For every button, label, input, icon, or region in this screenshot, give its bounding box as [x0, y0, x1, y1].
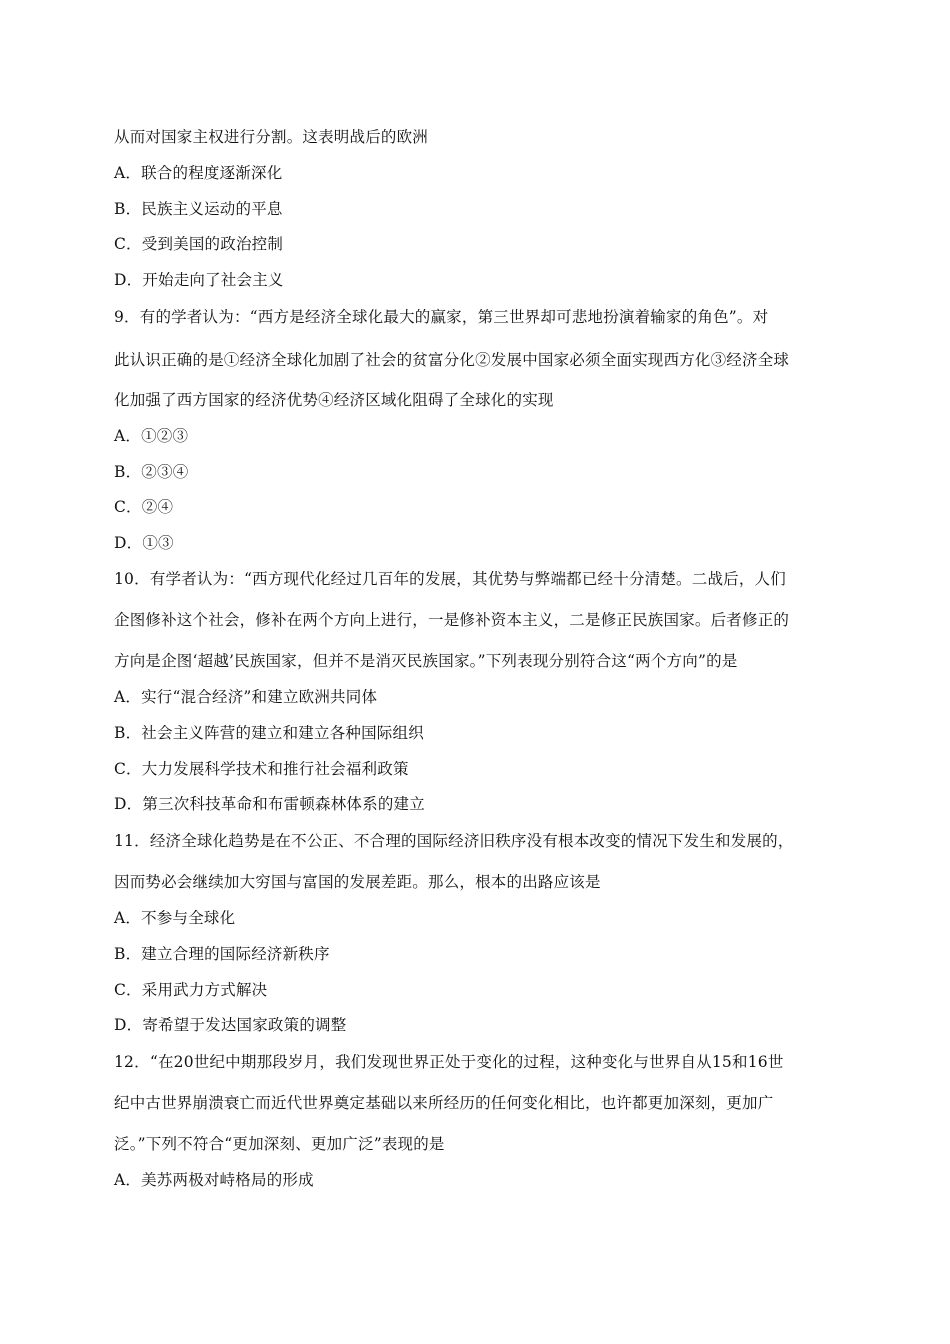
question-9-stem-line-1: 9．有的学者认为：“西方是经济全球化最大的赢家，第三世界却可悲地扮演着输家的角色”。对 — [114, 308, 769, 326]
question-10-option-d: D．第三次科技革命和布雷顿森林体系的建立 — [114, 795, 425, 813]
question-10-stem-line-3: 方向是企图‘超越’民族国家，但并不是消灭民族国家。”下列表现分别符合这“两个方向”的是 — [114, 652, 738, 670]
question-12-stem-line-1: 12．“在20世纪中期那段岁月，我们发现世界正处于变化的过程，这种变化与世界自从15和16世 — [114, 1053, 784, 1071]
question-11-option-d: D．寄希望于发达国家政策的调整 — [114, 1016, 347, 1034]
question-8-option-d: D．开始走向了社会主义 — [114, 271, 284, 289]
question-10-option-c: C．大力发展科学技术和推行社会福利政策 — [114, 760, 409, 778]
question-8-option-b: B．民族主义运动的平息 — [114, 200, 283, 218]
question-10-stem-line-1: 10．有学者认为：“西方现代化经过几百年的发展，其优势与弊端都已经十分清楚。二战后，人们 — [114, 570, 786, 588]
question-8-option-a: A．联合的程度逐渐深化 — [114, 164, 283, 182]
question-9-stem-line-2: 此认识正确的是①经济全球化加剧了社会的贫富分化②发展中国家必须全面实现西方化③经济全球 — [114, 351, 790, 369]
question-11-option-a: A．不参与全球化 — [114, 909, 236, 927]
question-8-option-c: C．受到美国的政治控制 — [114, 235, 284, 253]
question-10-stem-line-2: 企图修补这个社会，修补在两个方向上进行，一是修补资本主义，二是修正民族国家。后者修正的 — [114, 611, 790, 629]
question-11-stem-line-2: 因而势必会继续加大穷国与富国的发展差距。那么，根本的出路应该是 — [114, 873, 601, 891]
question-12-stem-line-3: 泛。”下列不符合“更加深刻、更加广泛”表现的是 — [114, 1135, 445, 1153]
question-12-stem-line-2: 纪中古世界崩溃衰亡而近代世界奠定基础以来所经历的任何变化相比，也许都更加深刻，更加广 — [114, 1094, 774, 1112]
question-9-option-a: A．①②③ — [114, 427, 189, 445]
question-10-option-a: A．实行“混合经济”和建立欧洲共同体 — [114, 688, 378, 706]
question-10-option-b: B．社会主义阵营的建立和建立各种国际组织 — [114, 724, 424, 742]
question-9-option-c: C．②④ — [114, 498, 174, 516]
question-8-stem-continuation: 从而对国家主权进行分割。这表明战后的欧洲 — [114, 128, 429, 146]
question-9-stem-line-3: 化加强了西方国家的经济优势④经济区域化阻碍了全球化的实现 — [114, 391, 554, 409]
question-11-stem-line-1: 11．经济全球化趋势是在不公正、不合理的国际经济旧秩序没有根本改变的情况下发生和发展的， — [114, 832, 794, 850]
question-9-option-d: D．①③ — [114, 534, 174, 552]
question-11-option-c: C．采用武力方式解决 — [114, 981, 268, 999]
question-11-option-b: B．建立合理的国际经济新秩序 — [114, 945, 330, 963]
question-12-option-a: A．美苏两极对峙格局的形成 — [114, 1171, 314, 1189]
question-9-option-b: B．②③④ — [114, 463, 189, 481]
